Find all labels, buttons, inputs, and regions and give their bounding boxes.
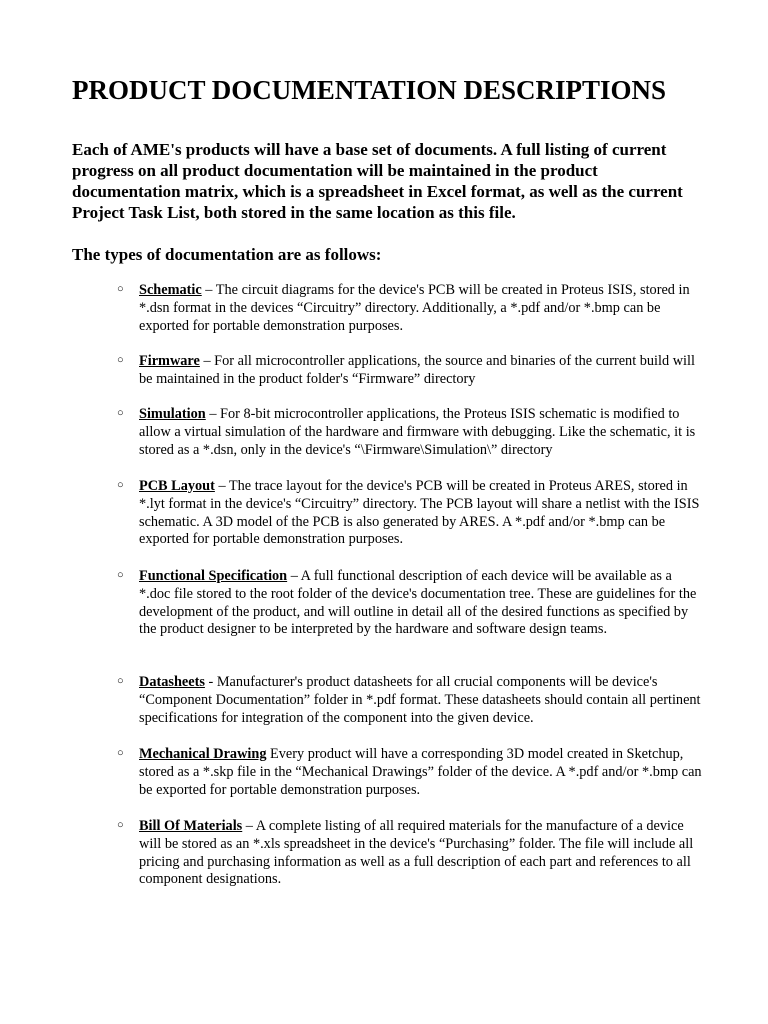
list-item-bill-of-materials bbox=[117, 818, 704, 889]
list-item-functional-specification bbox=[117, 568, 704, 639]
item-separator: – bbox=[201, 282, 216, 298]
item-description: The trace layout for the device's PCB will be created in Proteus ARES, stored in *.lyt format in the device's “Circuitry” directory. The PCB layout will share a netlist with the ISIS schematic. A 3D model of the PCB is also generated by ARES. A *.pdf and/or *.bmp can be exported for portable demonstration purposes. bbox=[139, 478, 700, 548]
bullet-circle-icon: ○ bbox=[117, 407, 124, 419]
item-description: For all microcontroller applications, the source and binaries of the current build will be maintained in the product folder's “Firmware” directory bbox=[139, 353, 695, 387]
item-separator: – bbox=[205, 406, 221, 422]
item-name: Bill Of Materials bbox=[139, 818, 243, 834]
list-item-schematic bbox=[117, 282, 704, 335]
item-description: A complete listing of all required materials for the manufacture of a device will be stored as an *.xls spreadsheet in the device's “Purchasing” folder. The file will include all pricing and purchasing information as well as a full description of each part and references to all component designations. bbox=[139, 818, 694, 888]
item-separator: – bbox=[214, 478, 229, 494]
page-title: PRODUCT DOCUMENTATION DESCRIPTIONS bbox=[72, 75, 667, 105]
item-separator: – bbox=[199, 353, 215, 369]
item-name: Datasheets bbox=[139, 674, 205, 690]
bullet-circle-icon: ○ bbox=[117, 569, 124, 581]
list-item-datasheets bbox=[117, 674, 704, 727]
item-separator: - bbox=[204, 674, 217, 690]
item-description: The circuit diagrams for the device's PCB will be created in Proteus ISIS, stored in *.dsn format in the devices “Circuitry” directory. Additionally, a *.pdf and/or *.bmp can be exported for portable demonstration purposes. bbox=[139, 282, 690, 334]
intro-paragraph: Each of AME's products will have a base set of documents. A full listing of current progress on all product documentation will be maintained in the product documentation matrix, which is a spreadsheet in Excel format, as well as the current Project Task List, both stored in the same location as this file. bbox=[72, 140, 683, 222]
bullet-circle-icon: ○ bbox=[117, 819, 124, 831]
item-description: Every product will have a corresponding 3D model created in Sketchup, stored as a *.skp file in the “Mechanical Drawings” folder of the device. A *.pdf and/or *.bmp can be exported for portable demonstration purposes. bbox=[139, 746, 702, 798]
bullet-circle-icon: ○ bbox=[117, 675, 124, 687]
item-description: Manufacturer's product datasheets for all crucial components will be device's “Component Documentation” folder in *.pdf format. These datasheets should contain all pertinent specifications for integration of the component into the given device. bbox=[139, 674, 701, 726]
item-separator: – bbox=[287, 568, 301, 584]
item-separator: – bbox=[242, 818, 256, 834]
item-name: Functional Specification bbox=[139, 568, 288, 584]
bullet-circle-icon: ○ bbox=[117, 747, 124, 759]
item-name: PCB Layout bbox=[139, 478, 215, 494]
list-item-mechanical-drawing bbox=[117, 746, 704, 799]
list-item-firmware bbox=[117, 353, 704, 389]
item-description: For 8-bit microcontroller applications, the Proteus ISIS schematic is modified to allow a virtual simulation of the hardware and firmware with debugging. Like the schematic, it is stored as a *.dsn, only in the device's “\Firmware\Simulation\” directory bbox=[139, 406, 696, 458]
list-item-pcb-layout bbox=[117, 478, 704, 549]
list-item-simulation bbox=[117, 406, 704, 459]
item-name: Firmware bbox=[139, 353, 200, 369]
bullet-circle-icon: ○ bbox=[117, 479, 124, 491]
item-name: Schematic bbox=[139, 282, 202, 298]
types-heading: The types of documentation are as follows: bbox=[72, 245, 382, 264]
item-name: Simulation bbox=[139, 406, 206, 422]
item-name: Mechanical Drawing bbox=[139, 746, 267, 762]
item-description: A full functional description of each device will be available as a *.doc file stored to the root folder of the device's documentation tree. These are guidelines for the development of the product, and will outline in detail all of the desired functions as specified by the product designer to be interpreted by the hardware and software design teams. bbox=[139, 568, 697, 638]
bullet-circle-icon: ○ bbox=[117, 283, 124, 295]
bullet-circle-icon: ○ bbox=[117, 354, 124, 366]
